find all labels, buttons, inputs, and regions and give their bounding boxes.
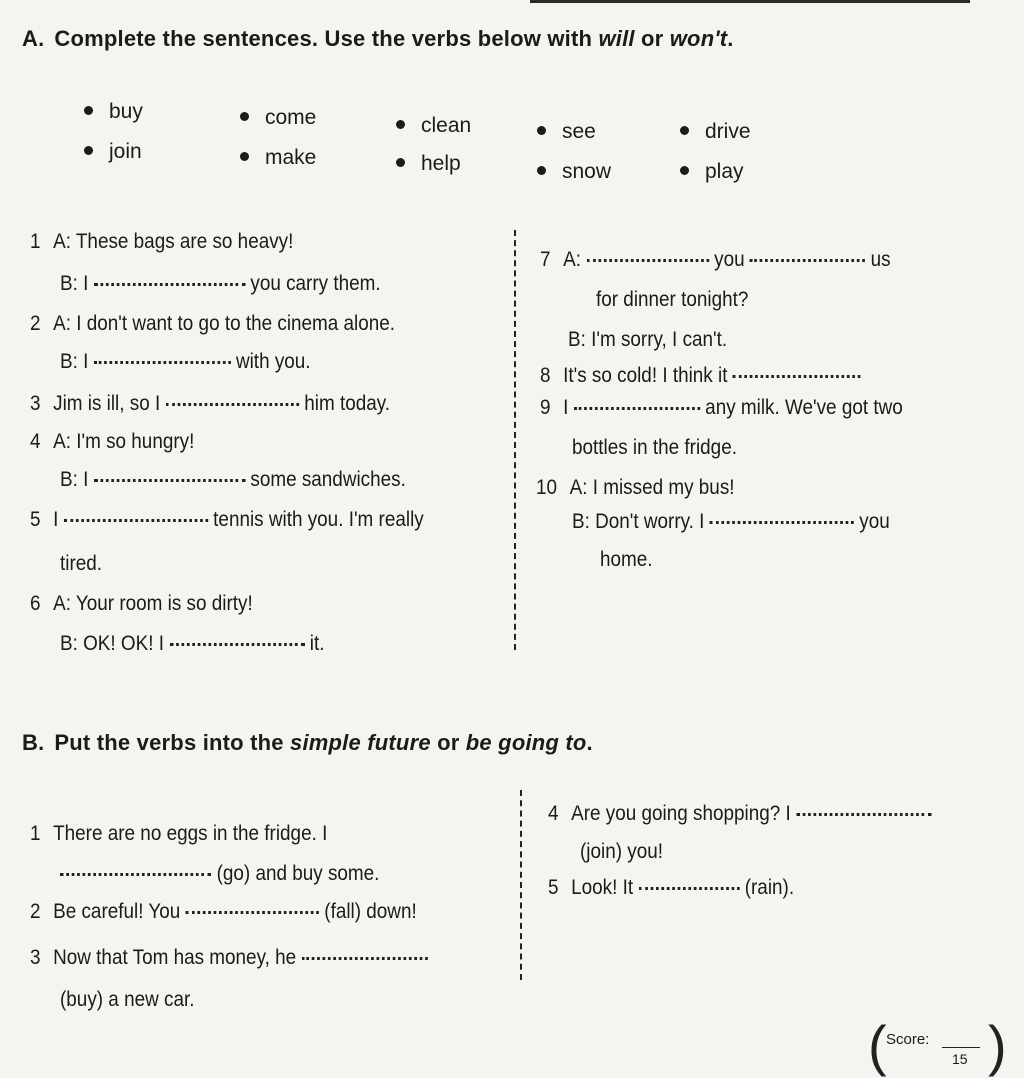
answer-blank[interactable] xyxy=(186,911,319,914)
answer-blank[interactable] xyxy=(166,403,299,406)
word-come: come xyxy=(240,106,316,130)
section-a-divider xyxy=(514,230,516,650)
section-b-letter: B. xyxy=(22,730,45,755)
answer-blank[interactable] xyxy=(639,887,740,890)
answer-blank[interactable] xyxy=(750,259,865,262)
answer-blank[interactable] xyxy=(796,813,931,816)
word-help: help xyxy=(396,152,461,176)
bullet-icon xyxy=(396,120,405,129)
answer-blank[interactable] xyxy=(302,957,428,960)
item-3: 3 Jim is ill, so I him today. xyxy=(30,392,391,415)
word-make: make xyxy=(240,146,316,170)
right-paren-icon: ) xyxy=(988,1014,1007,1077)
word-drive: drive xyxy=(680,120,751,144)
item-4-b: B: I some sandwiches. xyxy=(60,468,406,491)
section-a-letter: A. xyxy=(22,26,45,51)
answer-blank[interactable] xyxy=(60,873,211,876)
b-item-1-cont: (go) and buy some. xyxy=(60,862,379,886)
section-b-end: . xyxy=(586,730,593,755)
section-b-divider xyxy=(520,790,522,980)
item-2-a: 2 A: I don't want to go to the cinema alone. xyxy=(30,312,396,335)
item-6-a: 6 A: Your room is so dirty! xyxy=(30,592,253,615)
bullet-icon xyxy=(396,158,405,167)
section-b-simple-future: simple future xyxy=(290,730,431,755)
word-play: play xyxy=(680,160,744,184)
section-a-will: will xyxy=(598,26,635,51)
word-join: join xyxy=(84,140,142,164)
item-10-cont: home. xyxy=(600,548,653,571)
item-7-cont: for dinner tonight? xyxy=(596,288,749,311)
word-buy: buy xyxy=(84,100,143,124)
item-6-b: B: OK! OK! I it. xyxy=(60,632,325,655)
item-4-a: 4 A: I'm so hungry! xyxy=(30,430,195,453)
answer-blank[interactable] xyxy=(710,521,854,524)
section-b-be-going-to: be going to xyxy=(465,730,587,755)
answer-blank[interactable] xyxy=(94,479,245,482)
bullet-icon xyxy=(537,166,546,175)
item-9-cont: bottles in the fridge. xyxy=(572,436,737,459)
item-9: 9 I any milk. We've got two xyxy=(540,396,903,419)
item-8: 8 It's so cold! I think it xyxy=(540,364,866,388)
section-a-end: . xyxy=(727,26,734,51)
b-item-5: 5 Look! It (rain). xyxy=(548,876,795,899)
bullet-icon xyxy=(680,126,689,135)
section-a-wont: won't xyxy=(669,26,728,51)
section-b-heading xyxy=(22,730,593,756)
word-snow: snow xyxy=(537,160,611,184)
score-box xyxy=(868,1013,1008,1075)
word-see: see xyxy=(537,120,596,144)
section-b-title: Put the verbs into the xyxy=(54,730,291,755)
item-7-b: B: I'm sorry, I can't. xyxy=(568,328,728,351)
item-1-a: 1 A: These bags are so heavy! xyxy=(30,230,294,253)
answer-blank[interactable] xyxy=(574,407,700,410)
answer-blank[interactable] xyxy=(169,643,304,646)
item-10-b: B: Don't worry. I you xyxy=(572,510,890,533)
b-item-2: 2 Be careful! You (fall) down! xyxy=(30,900,417,923)
section-a-title: Complete the sentences. Use the verbs below with xyxy=(54,26,599,51)
section-a-or: or xyxy=(634,26,670,51)
item-1-b: B: I you carry them. xyxy=(60,272,381,295)
word-clean: clean xyxy=(396,114,471,138)
b-item-3-cont: (buy) a new car. xyxy=(60,988,195,1011)
bullet-icon xyxy=(240,152,249,161)
section-a-heading xyxy=(22,26,734,52)
bullet-icon xyxy=(537,126,546,135)
answer-blank[interactable] xyxy=(94,283,245,286)
bullet-icon xyxy=(84,146,93,155)
item-10-a: 10 A: I missed my bus! xyxy=(536,476,735,499)
bullet-icon xyxy=(84,106,93,115)
bullet-icon xyxy=(240,112,249,121)
b-item-3: 3 Now that Tom has money, he xyxy=(30,946,433,970)
item-5: 5 I tennis with you. I'm really xyxy=(30,508,424,531)
left-paren-icon: ( xyxy=(868,1014,887,1077)
answer-blank[interactable] xyxy=(586,259,708,262)
score-label: Score: xyxy=(886,1031,930,1048)
item-7: 7 A: you us xyxy=(540,248,891,271)
item-5-cont: tired. xyxy=(60,552,103,575)
item-2-b: B: I with you. xyxy=(60,350,311,373)
section-b-or: or xyxy=(430,730,466,755)
b-item-4-cont: (join) you! xyxy=(580,840,663,863)
b-item-4: 4 Are you going shopping? I xyxy=(548,802,937,826)
answer-blank[interactable] xyxy=(94,361,231,364)
score-total: 15 xyxy=(952,1051,968,1067)
score-blank[interactable] xyxy=(942,1047,980,1048)
top-rule xyxy=(530,0,970,3)
answer-blank[interactable] xyxy=(733,375,861,378)
answer-blank[interactable] xyxy=(64,519,208,522)
bullet-icon xyxy=(680,166,689,175)
b-item-1: 1 There are no eggs in the fridge. I xyxy=(30,822,328,845)
